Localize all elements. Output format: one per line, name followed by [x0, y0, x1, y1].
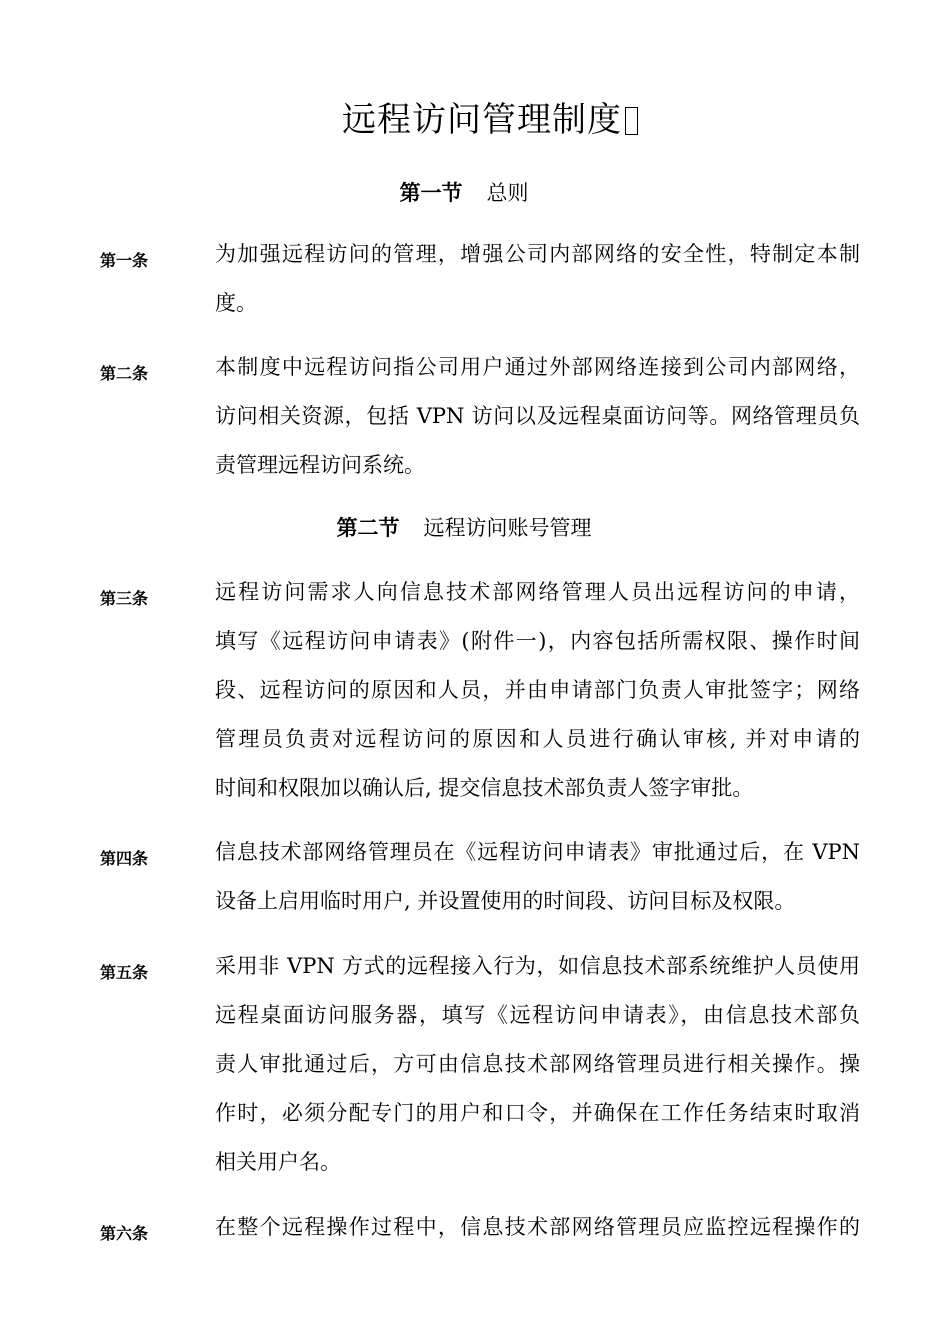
- section-number: 第一节: [399, 181, 463, 205]
- article-line: 度。: [215, 291, 257, 315]
- article-body: [215, 230, 860, 328]
- article-label: 第六条: [100, 1224, 149, 1243]
- article-line: 责人审批通过后，方可由信息技术部网络管理员进行相关操作。操: [215, 1052, 860, 1076]
- article-line: 设备上启用临时用户, 并设置使用的时间段、访问目标及权限。: [215, 889, 796, 913]
- article-body: [215, 343, 860, 490]
- article-label: 第二条: [100, 364, 149, 383]
- article-5: [0, 942, 950, 1187]
- article-body: [215, 828, 860, 926]
- article-line: 时间和权限加以确认后, 提交信息技术部负责人签字审批。: [215, 776, 754, 800]
- article-4: [0, 828, 950, 926]
- article-label: 第四条: [100, 849, 149, 868]
- article-line: 为加强远程访问的管理，增强公司内部网络的安全性，特制定本制: [215, 242, 860, 266]
- article-line: 信息技术部网络管理员在《远程访问申请表》审批通过后，在 VPN: [215, 840, 860, 864]
- article-line: 访问相关资源，包括 VPN 访问以及远程桌面访问等。网络管理员负: [215, 404, 860, 428]
- article-line: 采用非 VPN 方式的远程接入行为，如信息技术部系统维护人员使用: [215, 954, 860, 978]
- document-title-text: 远程访问管理制度: [342, 100, 622, 140]
- article-body: [215, 1203, 860, 1252]
- section-heading-1: [0, 169, 950, 218]
- section-name: 远程访问账号管理: [423, 516, 592, 540]
- article-6: [0, 1203, 950, 1252]
- article-line: 远程访问需求人向信息技术部网络管理人员出远程访问的申请，: [215, 580, 860, 604]
- article-label: 第五条: [100, 963, 149, 982]
- article-line: 段、远程访问的原因和人员，并由申请部门负责人审批签字；网络: [215, 678, 860, 702]
- section-name: 总则: [486, 181, 529, 205]
- article-label: 第三条: [100, 589, 149, 608]
- article-line: 管理员负责对远程访问的原因和人员进行确认审核, 并对申请的: [215, 727, 860, 751]
- article-1: [0, 230, 950, 328]
- article-3: [0, 568, 950, 813]
- article-label: 第一条: [100, 251, 149, 270]
- article-line: 填写《远程访问申请表》(附件一)，内容包括所需权限、操作时间: [215, 629, 860, 653]
- article-line: 在整个远程操作过程中，信息技术部网络管理员应监控远程操作的: [215, 1215, 860, 1239]
- section-number: 第二节: [336, 516, 400, 540]
- missing-glyph-box: [625, 107, 638, 135]
- article-line: 本制度中远程访问指公司用户通过外部网络连接到公司内部网络，: [215, 355, 860, 379]
- article-2: [0, 343, 950, 490]
- section-heading-2: [0, 504, 950, 553]
- article-line: 远程桌面访问服务器，填写《远程访问申请表》，由信息技术部负: [215, 1003, 860, 1027]
- article-body: [215, 942, 860, 1187]
- article-line: 责管理远程访问系统。: [215, 453, 425, 477]
- article-line: 作时，必须分配专门的用户和口令，并确保在工作任务结束时取消: [215, 1101, 860, 1125]
- article-line: 相关用户名。: [215, 1150, 341, 1174]
- article-body: [215, 568, 860, 813]
- document-title: [0, 90, 950, 150]
